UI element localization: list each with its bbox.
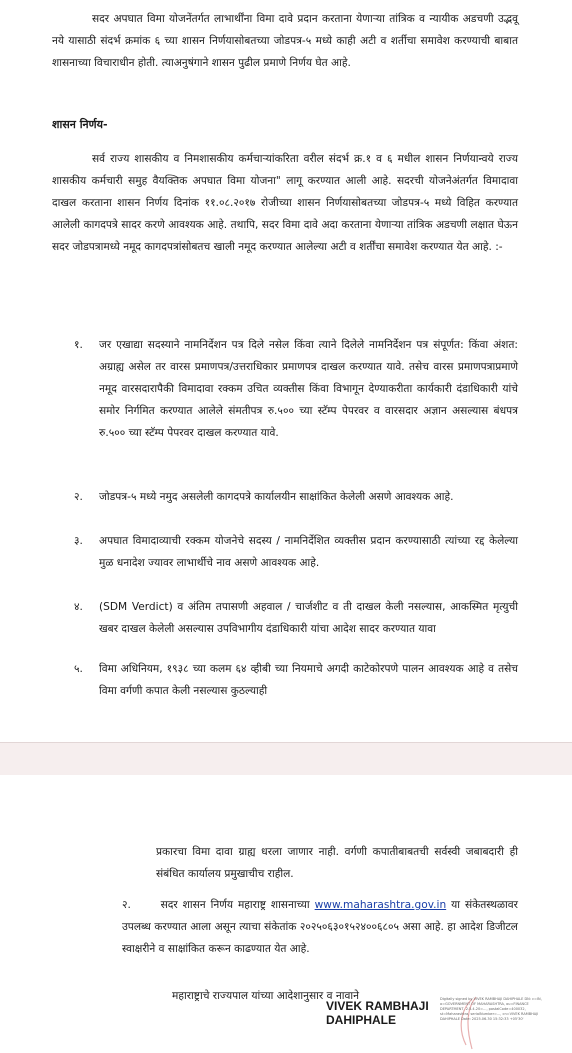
list-item-text: जर एखाद्या सदस्याने नामनिर्देशन पत्र दिले नसेल किंवा त्याने दिलेले नामनिर्देशन पत्र संपूर्णत: किंवा अंशत: अग्राह्य असेल तर वारस प्रमाणपत्र/उत्तराधिकार प्रमाणपत्र दाखल करण्यात यावे. तसेच वारस प्रमाणपत्राप्रमाणे नमूद वारसदारापैकी विमादावा रक्कम उचित व्यक्तीस किंवा विभागून देण्याकरीता कार्यकारी दंडाधिकारी यांचे समोर निर्गमित करण्यात आलेले संमतीपत्र रु.५०० च्या स्टॅम्प पेपरवर व वारसदार अज्ञान असल्यास बंधपत्र रु.५०० च्या स्टॅम्प पेपरवर दाखल करण्यात यावे. — [99, 339, 518, 439]
signatory-name-line-2: DAHIPHALE — [326, 1013, 397, 1027]
intro-paragraph: सदर अपघात विमा योजनेंतर्गत लाभार्थींना विमा दावे प्रदान करताना येणाऱ्या तांत्रिक व न्यायीक अडचणी उद्भवू नये यासाठी संदर्भ क्रमांक ६ च्या शासन निर्णयासोबतच्या जोडपत्र-५ मध्ये काही अटी व शर्तीचा समावेश करण्याची बाबात शासनाच्या विचाराधीन होती. त्याअनुषंगाने शासन पुढील प्रमाणे निर्णय घेत आहे. — [52, 13, 518, 69]
list-item-number: १. — [74, 339, 83, 351]
section-heading: शासन निर्णय- — [52, 118, 108, 131]
list-item-number: २. — [74, 491, 83, 503]
signatory-name-line-1: VIVEK RAMBHAJI — [326, 999, 429, 1013]
publication-paragraph — [122, 894, 518, 960]
document-page-2 — [0, 775, 572, 1027]
page-separator — [0, 742, 572, 776]
decision-paragraph: सर्व राज्य शासकीय व निमशासकीय कर्मचाऱ्यांकरिता वरील संदर्भ क्र.१ व ६ मधील शासन निर्णयान्वये राज्य शासकीय कर्मचारी समुह वैयक्तिक अपघात विमा योजना" लागू करण्यात आली आहे. सदरची योजनेअंतर्गत विमादावा दाखल करताना शासन निर्णय दिनांक ११.०८.२०१७ रोजीच्या शासन निर्णयासोबतच्या जोडपत्र-५ मध्ये विहित करण्यात आलेली कागदपत्रे सादर करणे आवश्यक आहे. तथापि, सदर विमा दावे अदा करताना येणाऱ्या तांत्रिक अडचणी लक्षात घेऊन सदर जोडपत्रामध्ये नमूद कागदपत्रांसोबतच खाली नमूद करण्यात आलेल्या अटी व शर्तींचा समावेश करण्यात येत आहे. :- — [52, 153, 518, 253]
list-item — [74, 658, 518, 702]
list-item-text: विमा अधिनियम, १९३८ च्या कलम ६४ व्हीबी च्या नियमाचे अगदी काटेकोरपणे पालन आवश्यक आहे व तसेच विमा वर्गणी कपात केली नसल्यास कुठल्याही — [99, 663, 518, 697]
point-text-b: या संकेतस्थळावर उपलब्ध करण्यात आला असून त्याचा संकेतांक २०२५०६३०१५२४००६८०५ असा आहे. हा आदेश डिजीटल स्वाक्षरीने व साक्षांकित करून काढण्यात येत आहे. — [122, 899, 518, 955]
signatory-name — [326, 999, 429, 1027]
point-text-a: सदर शासन निर्णय महाराष्ट्र शासनाच्या — [160, 899, 310, 911]
list-item-text: अपघात विमादाव्याची रक्कम योजनेचे सदस्य / नामनिर्देशित व्यक्तीस प्रदान करण्यासाठी त्यांच्या रद्द केलेल्या मुळ धनादेश ज्यावर लाभार्थीचे नाव असणे आवश्यक आहे. — [99, 535, 518, 569]
list-item — [74, 596, 518, 640]
list-item-number: ४. — [74, 601, 83, 613]
list-item — [74, 334, 518, 444]
closing-line: महाराष्ट्राचे राज्यपाल यांच्या आदेशानुसार व नावाने — [172, 990, 360, 1002]
list-item-text: (SDM Verdict) व अंतिम तपासणी अहवाल / चार्जशीट व ती दाखल केली नसल्यास, आकस्मित मृत्युची खबर दाखल केलेली असल्यास उपविभागीय दंडाधिकारी यांचा आदेश सादर करण्यात यावा — [99, 601, 518, 635]
continuation-paragraph: प्रकारचा विमा दावा ग्राह्य धरला जाणार नाही. वर्गणी कपातीबाबतची सर्वस्वी जबाबदारी ही संबंधित कार्यालय प्रमुखाचीच राहील. — [156, 846, 518, 880]
point-number: २. — [122, 899, 131, 911]
list-item — [74, 530, 518, 574]
list-item-text: जोडपत्र-५ मध्ये नमुद असलेली कागदपत्रे कार्यालयीन साक्षांकित केलेली असणे आवश्यक आहे. — [99, 491, 454, 503]
list-item-number: ३. — [74, 535, 83, 547]
list-item — [74, 486, 518, 508]
list-item-number: ५. — [74, 663, 83, 675]
digital-signature-details: Digitally signed by VIVEK RAMBHAJI DAHIPHALE DN: c=IN, o=GOVERNMENT OF MAHARASHTRA, ou=FINANCE DEPARTMENT, 2.5.4.20=..., postalCode=400032, st=Maharashtra, serialNumber=..., cn=VIVEK RAMBHAJI DAHIPHALE Date: 2025.06.30 15:32:33 +05'30' — [440, 997, 542, 1021]
website-link[interactable]: www.maharashtra.gov.in — [314, 899, 447, 911]
